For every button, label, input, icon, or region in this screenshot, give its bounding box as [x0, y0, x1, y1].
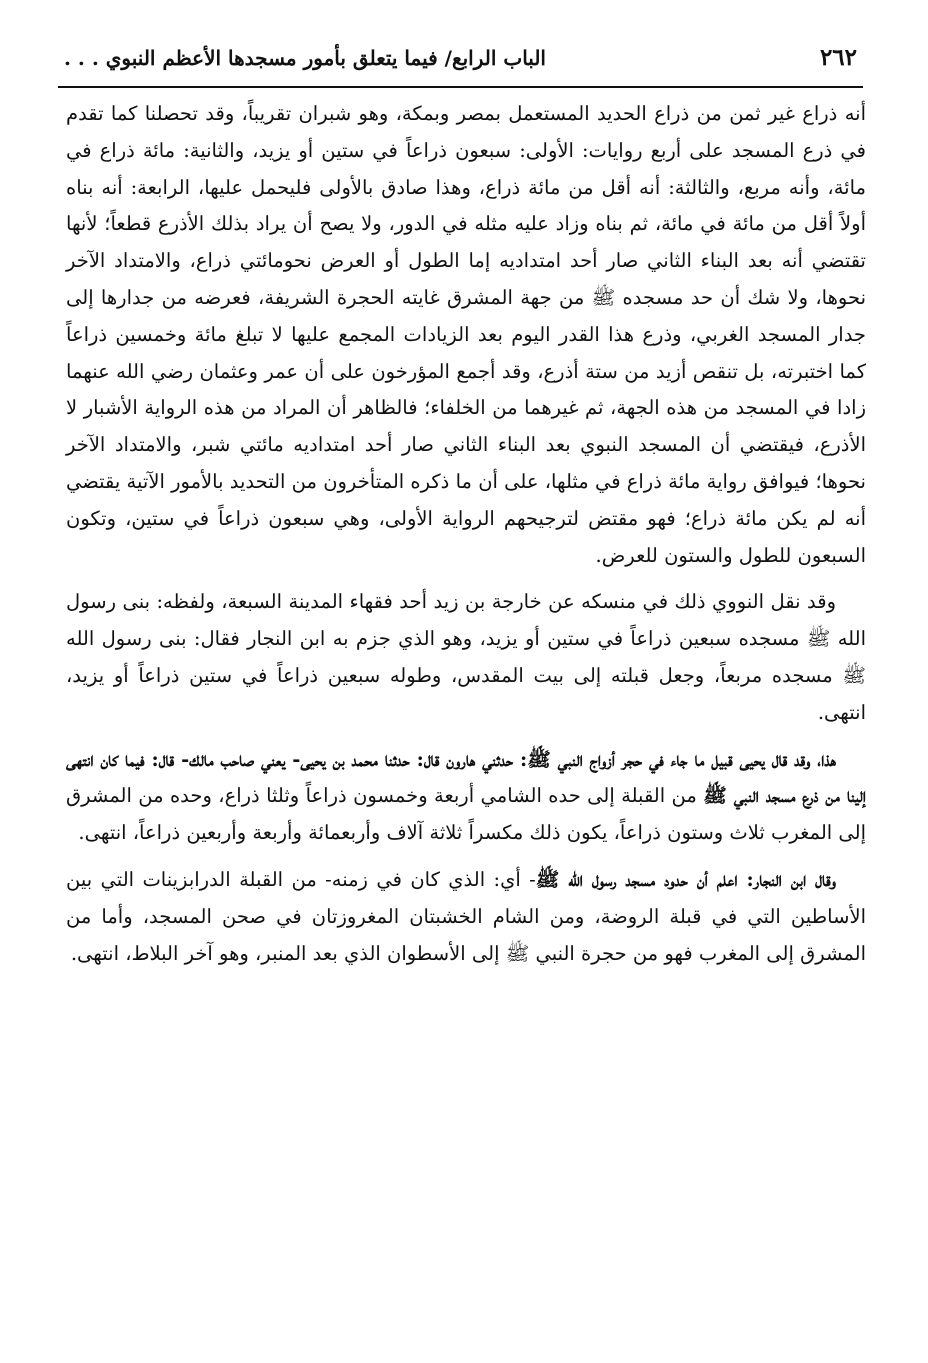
- paragraph-3-text: من القبلة إلى حده الشامي أربعة وخمسون ذراعاً وثلثا ذراع، وحده من المشرق إلى المغرب ثلاث وستون ذراعاً، يكون ذلك مكسراً ثلاثة آلاف وأربعمائة وأربعة وأربعين ذراعاً، انتهى.: [66, 784, 866, 845]
- main-text: [66, 96, 866, 982]
- paragraph-1: [66, 96, 866, 574]
- page-number: ٢٦٢: [819, 44, 857, 71]
- paragraph-2: [66, 584, 866, 731]
- paragraph-2-text: وقد نقل النووي ذلك في منسكه عن خارجة بن زيد أحد فقهاء المدينة السبعة، ولفظه: بنى رسول الله ﷺ مسجده سبعين ذراعاً في ستين أو يزيد، وهو الذي جزم به ابن النجار فقال: بنى رسول الله ﷺ مسجده مربعاً، وجعل قبلته إلى بيت المقدس، وطوله سبعين ذراعاً في ستين ذراعاً أو يزيد، انتهى.: [66, 590, 866, 724]
- header-rule: [58, 86, 863, 88]
- paragraph-3-lead: هذا، وقد قال يحيى قبيل ما جاء في حجر أزواج النبي ﷺ: حدثني هارون قال: حدثنا محمد بن يحيى- يعني صاحب مالك- قال: فيما كان انتهى إلينا من ذرع مسجد النبي ﷺ: [66, 747, 866, 808]
- page-header: [58, 40, 863, 80]
- paragraph-1-text: أنه ذراع غير ثمن من ذراع الحديد المستعمل بمصر وبمكة، وهو شبران تقريباً، وقد تحصلنا كما تقدم في ذرع المسجد على أربع روايات: الأولى: سبعون ذراعاً في ستين أو يزيد، والثانية: مائة ذراع في مائة، وأنه مربع، والثالثة: أنه أقل من مائة ذراع، وهذا صادق بالأولى فليحمل عليها، الرابعة: أنه بناه أولاً أقل من مائة في مائة، ثم بناه وزاد عليه مثله في الدور، ولا يصح أن يراد بذلك الأذرع قطعاً؛ لأنها تقتضي أنه بعد البناء الثاني صار أحد امتداديه إما الطول أو العرض نحومائتي ذراع، والامتداد الآخر نحوها، ولا شك أن حد مسجده ﷺ من جهة المشرق غايته الحجرة الشريفة، فعرضه من جدارها إلى جدار المسجد الغربي، وذرع هذا القدر اليوم بعد الزيادات المجمع عليها لا تبلغ مائة وخمسين ذراعاً كما اختبرته، بل تنقص أزيد من ستة أذرع، وقد أجمع المؤرخون على أن عمر وعثمان رضي الله عنهما زادا في المسجد من هذه الجهة، ثم غيرهما من الخلفاء؛ فالظاهر أن المراد من هذه الرواية الأشبار لا الأذرع، فيقتضي أن المسجد النبوي بعد البناء الثاني صار أحد امتداديه مائتي شبر، والامتداد الآخر نحوها؛ فيوافق رواية مائة ذراع في مثلها، على أن ما ذكره المتأخرون من التحديد بالأمور الآتية يقتضي أنه لم يكن مائة ذراع؛ فهو مقتض لترجيحهم الرواية الأولى، وهي سبعون ذراعاً في ستين، وتكون السبعون للطول والستون للعرض.: [66, 102, 866, 567]
- paragraph-4: [66, 862, 866, 972]
- running-title: الباب الرابع/ فيما يتعلق بأمور مسجدها الأعظم النبوي . . .: [64, 46, 546, 70]
- paragraph-3: [66, 742, 866, 852]
- paragraph-4-lead: وقال ابن النجار: اعلم أن حدود مسجد رسول الله ﷺ: [535, 867, 836, 891]
- paragraph-4-text: - أي: الذي كان في زمنه- من القبلة الدرابزينات التي بين الأساطين التي في قبلة الروضة، ومن الشام الخشبتان المغروزتان في صحن المسجد، وأما من المشرق إلى المغرب فهو من حجرة النبي ﷺ إلى الأسطوان الذي بعد المنبر، وهو آخر البلاط، انتهى.: [66, 867, 866, 965]
